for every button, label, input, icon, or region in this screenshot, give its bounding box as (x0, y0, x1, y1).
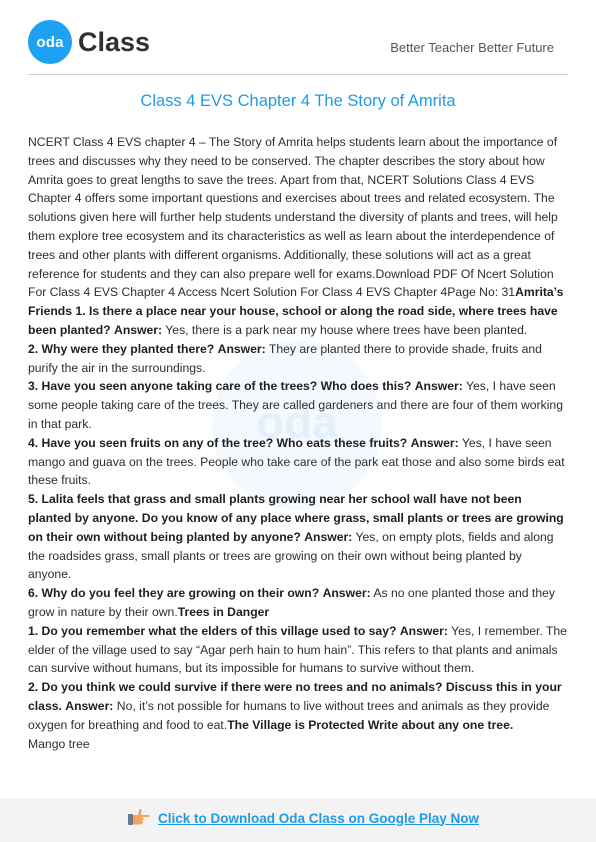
question: 2. Why were they planted there? (28, 341, 215, 356)
answer: Yes, on empty plots, fields and along the roadsides grass, small plants or trees are growing on their own without being planted by anyone. (28, 529, 554, 582)
answer: Yes, I have seen some people taking care of the trees. They are called gardeners and there are four of them working in that park. (28, 379, 563, 431)
document-body (28, 133, 568, 753)
qa-item (28, 434, 568, 490)
page-title: Class 4 EVS Chapter 4 The Story of Amrita (140, 92, 456, 110)
qa-item (28, 377, 568, 433)
pointing-hand-icon (128, 808, 150, 828)
answer-label: Answer: (414, 379, 463, 394)
question: 2. Do you think we could survive if there were no trees and no animals? Discuss this in your class. (28, 680, 562, 713)
answer: No, it’s not possible for humans to live without trees and animals as they provide oxygen for breathing and food to eat. (28, 698, 550, 732)
question: 5. Lalita feels that grass and small plants growing near her school wall have not been planted by anyone. Do you know of any place where grass, small plants or trees are growing on their own without being planted by anyone? (28, 492, 564, 544)
answer-label: Answer: (399, 623, 448, 638)
answer: They are planted there to provide shade, fruits and purify the air in the surroundings. (28, 341, 542, 375)
answer: Yes, there is a park near my house where trees have been planted. (165, 322, 528, 337)
closing-line: Mango tree (28, 736, 90, 751)
qa-item (28, 678, 568, 734)
answer-label: Answer: (65, 698, 114, 713)
section-heading-danger: Trees in Danger (177, 604, 270, 619)
qa-item (28, 340, 568, 378)
question: 3. Have you seen anyone taking care of the trees? Who does this? (28, 379, 412, 394)
tagline: Better Teacher Better Future (390, 40, 554, 55)
question: 1. Is there a place near your house, school or along the road side, where trees have been planted? (28, 304, 558, 337)
header-divider (28, 74, 568, 75)
intro-text: NCERT Class 4 EVS chapter 4 – The Story of Amrita helps students learn about the importance of trees and discusses why they need to be conserved. The chapter describes the story about how Amrita goes to great lengths to save the trees. Apart from that, NCERT Solutions Class 4 EVS Chapter 4 offers some important questions and exercises about trees and related ecosystem. The solutions given here will further help students understand the diversity of plants and trees, will help them explore tree ecosystem and its characteristics as well as learn about the interdependence of trees and other plants with different organisms. Additionally, these solutions will act as a great reference for students and they can also prepare well for exams.Download PDF Of Ncert Solution For Class 4 EVS Chapter 4 Access Ncert Solution For Class 4 EVS Chapter 4Page No: 31 (28, 135, 558, 300)
answer: As no one planted those and they grow in nature by their own. (28, 586, 555, 619)
question: 4. Have you seen fruits on any of the tree? Who eats these fruits? (28, 435, 408, 450)
qa-item (28, 490, 568, 584)
page-header (0, 0, 596, 82)
question: 1. Do you remember what the elders of this village used to say? (28, 623, 397, 638)
answer-label: Answer: (114, 322, 163, 337)
section-heading-village: The Village is Protected Write about any one tree. (227, 717, 514, 732)
qa-item (28, 622, 568, 678)
answer-label: Answer: (304, 529, 353, 544)
question: 6. Why do you feel they are growing on their own? (28, 586, 320, 601)
logo-mark: oda (28, 20, 72, 64)
section-heading-friends: Amrita’s Friends (28, 285, 564, 319)
download-link[interactable]: Click to Download Oda Class on Google Play Now (158, 810, 480, 826)
logo-word: Class (78, 26, 151, 57)
answer-label: Answer: (217, 341, 266, 356)
watermark-text: oda (256, 396, 338, 448)
answer-label: Answer: (322, 586, 371, 601)
intro-paragraph (28, 133, 568, 340)
answer-label: Answer: (410, 435, 459, 450)
answer: Yes, I have seen mango and guava on the trees. People who take care of the park eat those and also some birds eat these fruits. (28, 435, 565, 488)
oda-class-logo[interactable] (28, 20, 150, 64)
answer: Yes, I remember. The elder of the village used to say “Agar perh hain to hum hain”. This refers to that plants and animals can survive without humans, but its impossible for humans to survive without them. (28, 623, 567, 676)
page-footer (0, 798, 596, 842)
download-banner[interactable] (128, 808, 479, 828)
qa-item (28, 584, 568, 622)
